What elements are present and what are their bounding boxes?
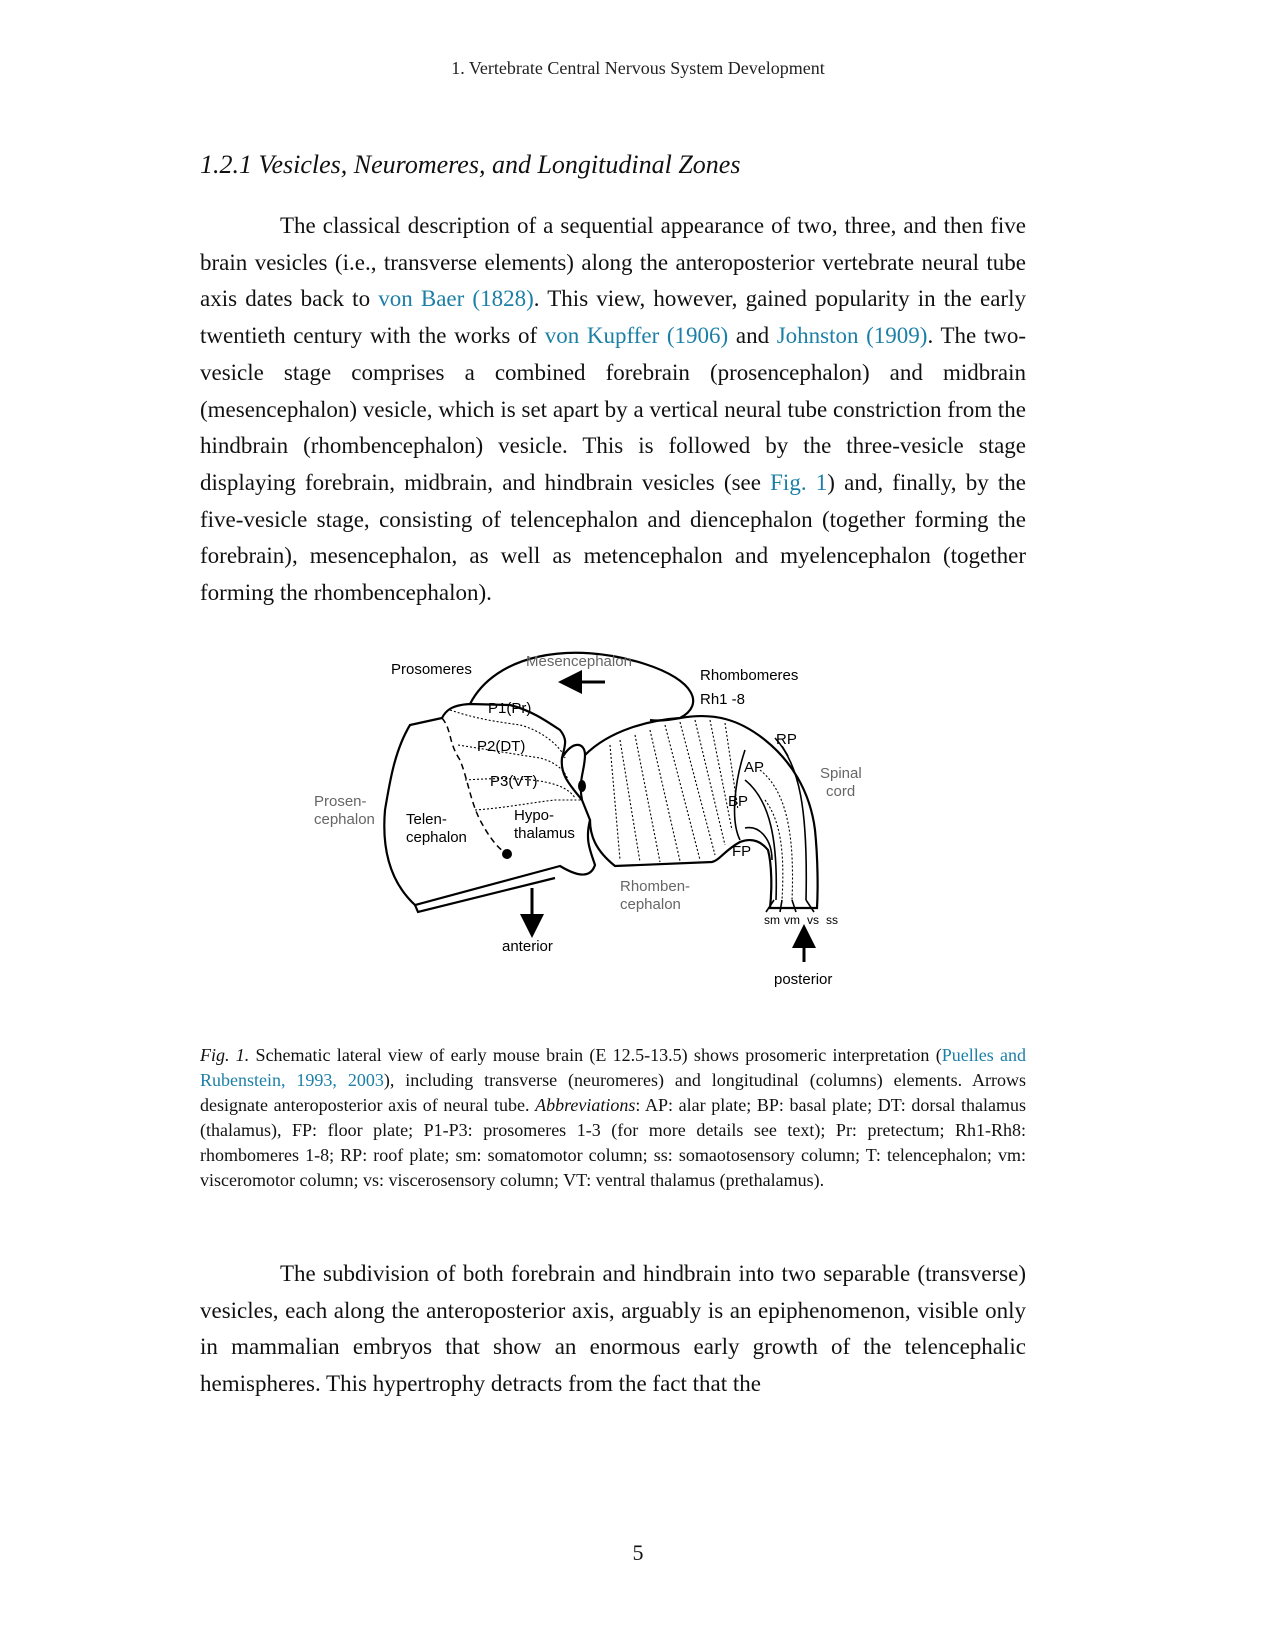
rhombomere-line xyxy=(620,740,640,862)
label-ap: AP xyxy=(744,759,765,776)
figure-caption xyxy=(200,1043,1026,1193)
paragraph-text: and xyxy=(728,323,777,349)
figure-reference-link[interactable]: Fig. 1 xyxy=(770,469,828,495)
ss-tick xyxy=(806,900,814,912)
caption-citation-link[interactable]: Puelles and Rubenstein, 1993, 2003 xyxy=(200,1045,1026,1090)
body-paragraph-1 xyxy=(200,208,1026,612)
ventral-lip-outline xyxy=(415,878,555,912)
label-prosencephalon-2: cephalon xyxy=(314,811,375,828)
body-paragraph-2: The subdivision of both forebrain and hindbrain into two separable (transverse) vesicles, each along the anteroposterior axis, arguably is an epiphenomenon, visible only in mammalian embryos that show an enormous early growth of the telencephalic hemispheres. This hypertrophy detracts from the fact that the xyxy=(200,1261,1026,1397)
citation-link-von-baer[interactable]: von Baer (1828) xyxy=(378,286,534,312)
paragraph-text: . The two-vesicle stage comprises a combined forebrain (prosencephalon) and midbrain (mesencephalon) vesicle, which is set apart by a vertical neural tube constriction from the hindbrain (rhombencephalon) vesicle. This is followed by the three-vesicle stage displaying forebrain, midbrain, and hindbrain vesicles (see xyxy=(200,323,1026,495)
label-p2: P2(DT) xyxy=(477,738,526,755)
label-spinal-1: Spinal xyxy=(820,765,862,782)
label-rhombencephalon-1: Rhomben- xyxy=(620,878,691,895)
label-bp: BP xyxy=(728,793,749,810)
label-spinal-2: cord xyxy=(826,783,856,800)
label-vm: vm xyxy=(784,913,800,927)
label-hypothalamus-2: thalamus xyxy=(514,825,575,842)
label-rp: RP xyxy=(776,731,797,748)
rhombomere-line xyxy=(635,735,660,862)
citation-link-von-kupffer[interactable]: von Kupffer (1906) xyxy=(544,323,729,349)
rhombomere-line xyxy=(610,745,620,860)
paragraph-text: . This view, however, gained popularity in the early twentieth century with the works of xyxy=(200,286,1026,349)
label-p3: P3(VT) xyxy=(490,773,538,790)
forebrain-outline xyxy=(384,704,595,905)
label-ss: ss xyxy=(826,913,838,927)
rhombomere-line xyxy=(710,720,732,830)
caption-text: Schematic lateral view of early mouse brain (E 12.5-13.5) shows prosomeric interpretation ( xyxy=(249,1045,942,1065)
label-prosencephalon-1: Prosen- xyxy=(314,793,367,810)
label-rhombomeres: Rhombomeres xyxy=(700,667,799,684)
label-p1: P1(Pr) xyxy=(488,700,532,717)
label-rhombencephalon-2: cephalon xyxy=(620,896,681,913)
label-fp: FP xyxy=(732,843,752,860)
brain-schematic-figure xyxy=(314,650,940,1035)
running-header: 1. Vertebrate Central Nervous System Development xyxy=(451,58,825,78)
label-vs: vs xyxy=(807,913,819,927)
label-sm: sm xyxy=(764,913,780,927)
citation-link-johnston[interactable]: Johnston (1909) xyxy=(776,323,928,349)
paragraph-text: ) and, finally, by the five-vesicle stage, consisting of telencephalon and diencephalon (together forming the forebrain), mesencephalon, as well as metencephalon and myelencephalon (together forming the rhombencephalon). xyxy=(200,469,1027,606)
spinal-alar-line xyxy=(775,738,806,900)
rhombomere-line xyxy=(650,730,680,861)
label-hypothalamus-1: Hypo- xyxy=(514,807,555,824)
label-anterior: anterior xyxy=(502,938,553,955)
caption-abbreviations-label: Abbreviations xyxy=(535,1095,636,1115)
label-telencephalon-2: cephalon xyxy=(406,829,467,846)
label-prosomeres: Prosomeres xyxy=(391,661,472,678)
rhombomere-line xyxy=(665,725,700,860)
label-posterior: posterior xyxy=(774,971,833,988)
caption-fig-label: Fig. 1. xyxy=(200,1045,250,1065)
label-rh: Rh1 -8 xyxy=(700,691,746,708)
vm-tick xyxy=(780,900,782,912)
paragraph-text: The classical description of a sequential appearance of two, three, and then five brain vesicles (i.e., transverse elements) along the anteroposterior vertebrate neural tube axis dates back to xyxy=(200,213,1026,312)
vs-tick xyxy=(792,900,796,912)
caption-text: : AP: alar plate; BP: basal plate; DT: dorsal thalamus (thalamus), FP: floor plate; P1-P3: prosomeres 1-3 (for more details see text); Pr: pretectum; Rh1-Rh8: rhombomeres 1-8; RP: roof plate; sm: somatomotor column; ss: somaotosensory column; T: telencephalon; vm: visceromotor column; vs: viscerosensory column; VT: ventral thalamus (prethalamus). xyxy=(200,1095,1027,1190)
caption-text: ), including transverse (neuromeres) and longitudinal (columns) elements. Arrows designate anteroposterior axis of neural tube. xyxy=(200,1070,1026,1115)
rhombomere-line xyxy=(680,722,715,855)
page-number: 5 xyxy=(632,1540,644,1565)
label-mesencephalon: Mesencephalon xyxy=(526,653,632,670)
section-heading: 1.2.1 Vesicles, Neuromeres, and Longitudinal Zones xyxy=(200,150,741,179)
marker-dot xyxy=(578,780,586,792)
marker-dot xyxy=(502,849,512,859)
rhombomere-line xyxy=(695,720,725,845)
label-telencephalon-1: Telen- xyxy=(406,811,447,828)
